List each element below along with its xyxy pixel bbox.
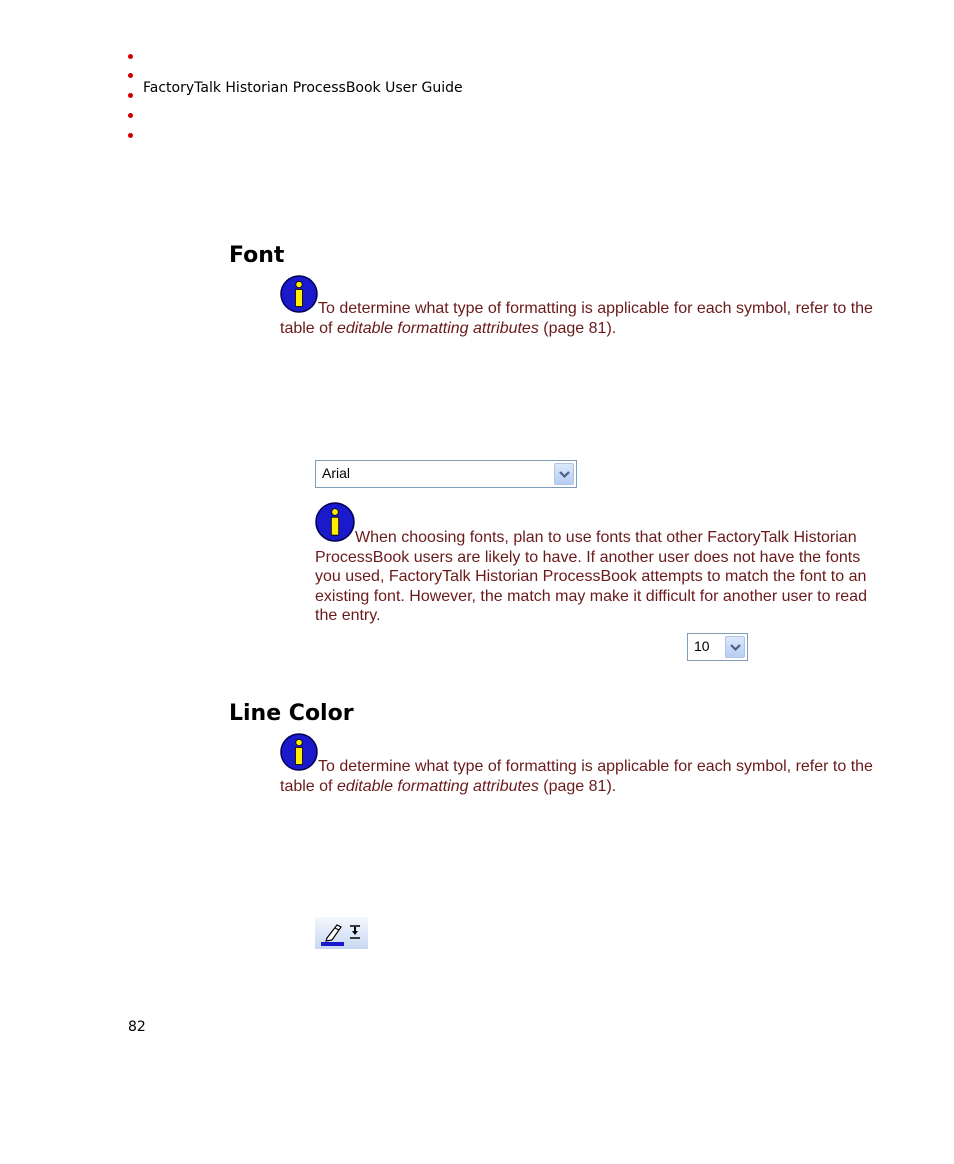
note-link[interactable]: editable formatting attributes xyxy=(336,319,539,337)
section-title-font: Font xyxy=(229,243,285,268)
note-text: To determine what type of formatting is applicable for each symbol, refer to the table of xyxy=(280,758,873,795)
chevron-down-icon xyxy=(730,643,741,652)
info-icon xyxy=(315,502,355,548)
note-text-after: (page 81). xyxy=(538,319,617,337)
page-number: 82 xyxy=(128,1019,146,1035)
note-link[interactable]: editable formatting attributes xyxy=(336,777,539,795)
header-bullet xyxy=(128,54,133,59)
line-color-button[interactable] xyxy=(315,917,368,949)
info-note xyxy=(280,275,880,338)
font-name-select[interactable] xyxy=(315,460,577,488)
note-text-after: (page 81). xyxy=(538,777,617,795)
info-note xyxy=(280,733,880,796)
header-bullet xyxy=(128,93,133,98)
header-title: FactoryTalk Historian ProcessBook User Guide xyxy=(143,80,463,96)
section-title-line-color: Line Color xyxy=(229,701,354,726)
header-bullet xyxy=(128,113,133,118)
info-icon xyxy=(280,275,318,319)
font-dropdown-button[interactable] xyxy=(554,463,574,485)
info-icon xyxy=(280,733,318,777)
size-dropdown-button[interactable] xyxy=(725,636,745,658)
font-size-select[interactable] xyxy=(687,633,748,661)
font-note-text: When choosing fonts, plan to use fonts that other FactoryTalk Historian ProcessBook users are likely to have. If another user does not have the fonts you used, FactoryTalk Historian ProcessBook attempts to match the font to an existing font. However, the match may make it difficult for another user to read the entry. xyxy=(315,529,867,624)
header-bullet xyxy=(128,133,133,138)
note-text: To determine what type of formatting is applicable for each symbol, refer to the table of xyxy=(280,300,873,337)
pen-line-icon xyxy=(315,917,368,949)
chevron-down-icon xyxy=(559,470,570,479)
font-size-value: 10 xyxy=(694,638,710,654)
font-name-value: Arial xyxy=(322,465,351,481)
font-choice-note xyxy=(315,502,885,626)
header-bullet xyxy=(128,73,133,78)
